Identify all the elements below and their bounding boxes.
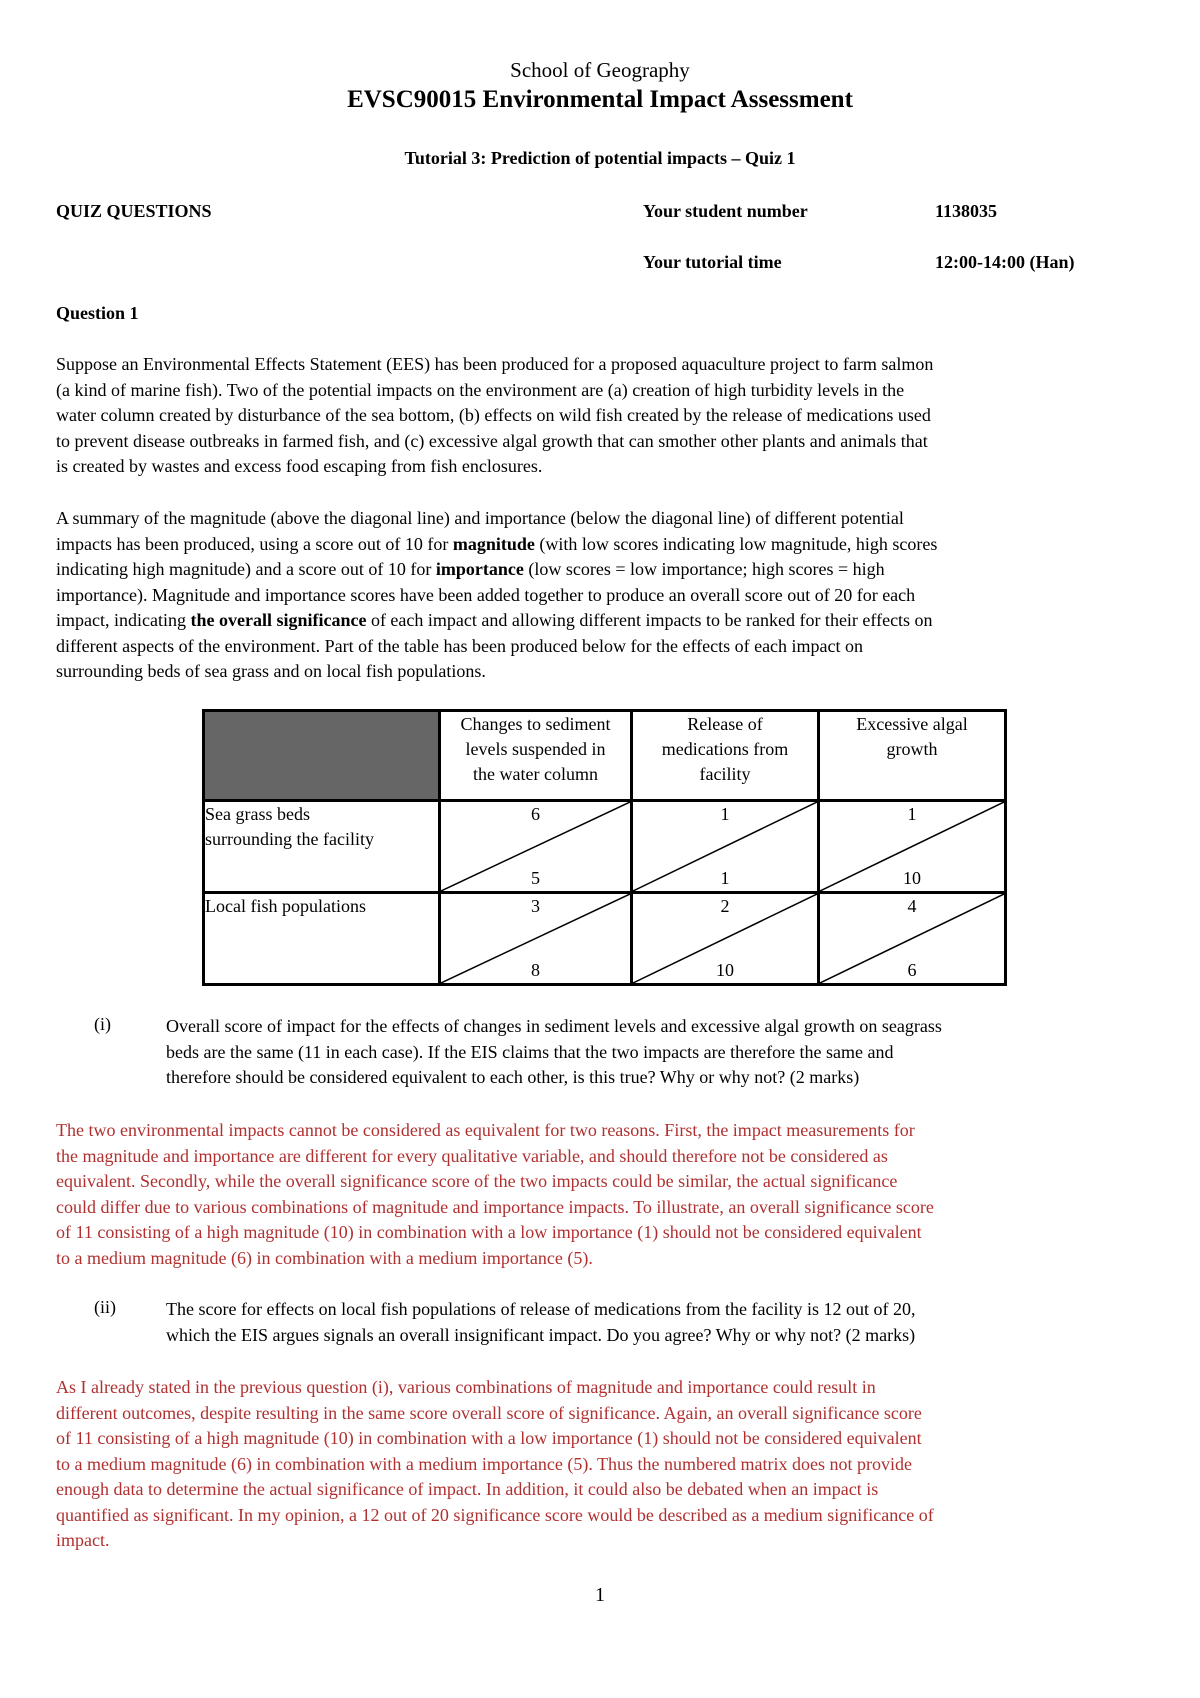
row-header-fish-populations: Local fish populations: [204, 893, 440, 985]
score-cell: [440, 801, 632, 893]
page-number: 1: [595, 1584, 605, 1606]
column-header-algal-growth: Excessive algal growth: [819, 711, 1006, 801]
subquestion-1-text: Overall score of impact for the effects of changes in sediment levels and excessive algal growth on seagrass beds are the same (11 in each case). If the EIS claims that the two impacts are therefore the same and therefore should be considered equivalent to each other, is this true? Why or why not? (2 marks): [166, 1016, 942, 1087]
score-cell: [632, 801, 819, 893]
answer-1: The two environmental impacts cannot be considered as equivalent for two reasons. First, the impact measurements for the magnitude and importance are different for every qualitative variable, and should therefore not be considered as equivalent. Secondly, while the overall significance score of the two impacts could be similar, the actual significance could differ due to various combinations of magnitude and importance impacts. To illustrate, an overall significance score of 11 consisting of a high magnitude (10) in combination with a low importance (1) should not be considered equivalent to a medium magnitude (6) in combination with a medium importance (5).: [56, 1120, 934, 1268]
student-number-value: 1138035: [935, 201, 998, 221]
course-title: EVSC90015 Environmental Impact Assessment: [347, 86, 853, 113]
subquestion-2-text: The score for effects on local fish populations of release of medications from the facility is 12 out of 20, which the EIS argues signals an overall insignificant impact. Do you agree? Why or why not? (2 marks): [166, 1299, 916, 1345]
score-cell: [632, 893, 819, 985]
magnitude-score: 2: [720, 896, 730, 916]
tutorial-title: Tutorial 3: Prediction of potential impacts – Quiz 1: [404, 148, 796, 168]
score-cell: [819, 801, 1006, 893]
question-title: Question 1: [56, 303, 139, 323]
quiz-questions-heading: QUIZ QUESTIONS: [56, 201, 212, 221]
row-header-sea-grass: Sea grass beds surrounding the facility: [204, 801, 440, 893]
student-number-label: Your student number: [643, 201, 808, 221]
column-header-medications: Release of medications from facility: [632, 711, 819, 801]
question-paragraph-2: A summary of the magnitude (above the diagonal line) and importance (below the diagonal line) of different potential impacts has been produced, using a score out of 10 for magnitude (with low scores indicating low magnitude, high scores indicating high magnitude) and a score out of 10 for importance (low scores = low importance; high scores = high importance). Magnitude and importance scores have been added together to produce an overall score out of 20 for each impact, indicating the overall significance of each impact and allowing different impacts to be ranked for their effects on different aspects of the environment. Part of the table has been produced below for the effects of each impact on surrounding beds of sea grass and on local fish populations.: [56, 508, 938, 681]
school-name: School of Geography: [510, 58, 690, 82]
importance-score: 5: [531, 868, 540, 888]
tutorial-time-label: Your tutorial time: [643, 252, 782, 272]
subquestion-1-number: (i): [94, 1014, 111, 1034]
importance-score: 10: [716, 960, 734, 980]
importance-score: 8: [531, 960, 540, 980]
magnitude-score: 3: [531, 896, 540, 916]
score-cell: [819, 893, 1006, 985]
column-header-sediment: Changes to sediment levels suspended in the water column: [440, 711, 632, 801]
magnitude-score: 6: [531, 804, 540, 824]
impact-matrix-table: [202, 709, 1007, 986]
importance-score: 6: [907, 960, 917, 980]
tutorial-time-value: 12:00-14:00 (Han): [935, 252, 1075, 272]
score-cell: [440, 893, 632, 985]
importance-score: 10: [903, 868, 921, 888]
answer-2: As I already stated in the previous question (i), various combinations of magnitude and importance could result in different outcomes, despite resulting in the same score overall score of significance. Again, an overall significance score of 11 consisting of a high magnitude (10) in combination with a low importance (1) should not be considered equivalent to a medium magnitude (6) in combination with a medium importance (5). Thus the numbered matrix does not provide enough data to determine the actual significance of impact. In addition, it could also be debated when an impact is quantified as significant. In my opinion, a 12 out of 20 significance score would be described as a medium significance of impact.: [56, 1377, 934, 1550]
table-corner-cell: [204, 711, 440, 801]
importance-score: 1: [720, 868, 730, 888]
magnitude-score: 1: [907, 804, 917, 824]
question-paragraph-1: Suppose an Environmental Effects Statement (EES) has been produced for a proposed aquaculture project to farm salmon (a kind of marine fish). Two of the potential impacts on the environment are (a) creation of high turbidity levels in the water column created by disturbance of the sea bottom, (b) effects on wild fish created by the release of medications used to prevent disease outbreaks in farmed fish, and (c) excessive algal growth that can smother other plants and animals that is created by wastes and excess food escaping from fish enclosures.: [56, 354, 934, 476]
magnitude-score: 4: [907, 896, 917, 916]
subquestion-2-number: (ii): [94, 1297, 116, 1317]
magnitude-score: 1: [720, 804, 730, 824]
